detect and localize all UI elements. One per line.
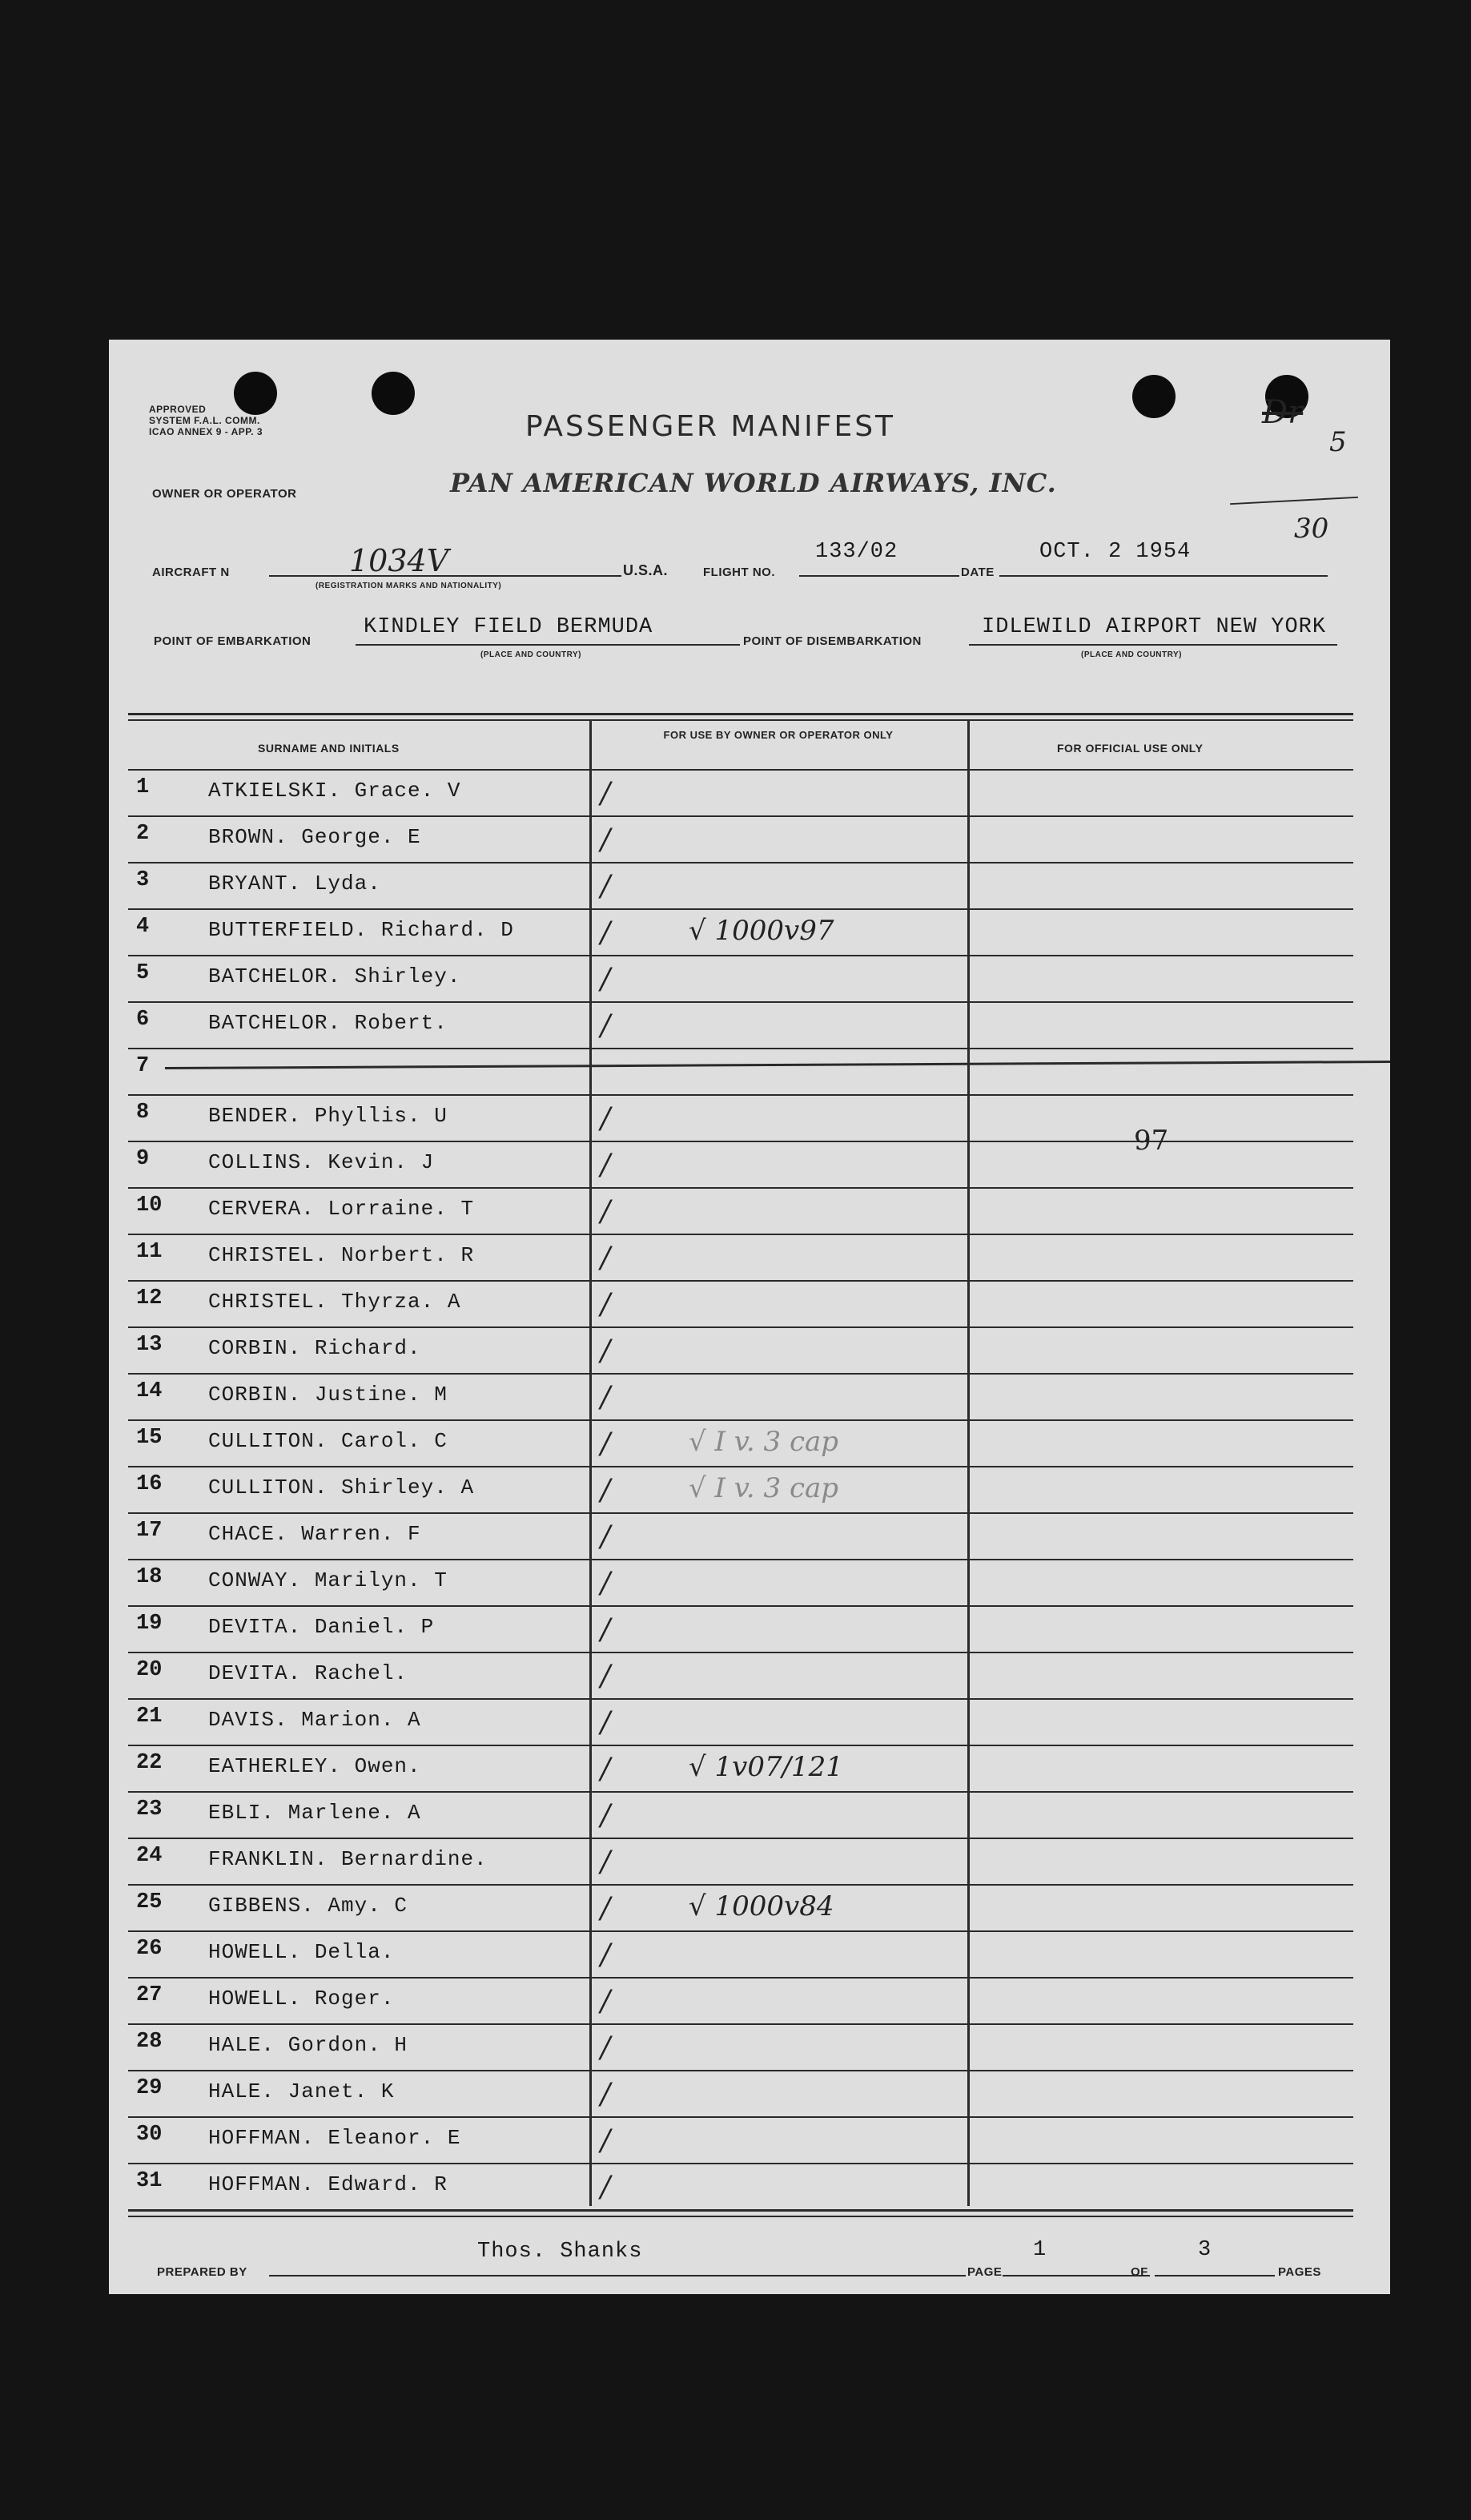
passenger-name: CONWAY. Marilyn. T: [208, 1568, 448, 1592]
date-underline: [999, 575, 1328, 577]
table-row: [128, 1282, 1353, 1328]
row-number: 26: [136, 1937, 163, 1961]
total-pages: 3: [1198, 2238, 1212, 2262]
row-number: 22: [136, 1751, 163, 1775]
table-row: [128, 1235, 1353, 1282]
pages-suffix: PAGES: [1278, 2265, 1321, 2279]
table-row: [128, 863, 1353, 910]
passenger-name: DEVITA. Daniel. P: [208, 1615, 435, 1639]
manifest-title: PASSENGER MANIFEST: [525, 410, 896, 443]
table-row: [128, 771, 1353, 817]
punch-hole: [372, 372, 415, 415]
table-row: [128, 1003, 1353, 1049]
passenger-name: DAVIS. Marion. A: [208, 1708, 421, 1732]
row-number: 4: [136, 915, 150, 939]
row-number: 19: [136, 1612, 163, 1636]
table-top-rule: [128, 719, 1353, 721]
table-row: [128, 1653, 1353, 1700]
table-row: [128, 1421, 1353, 1467]
table-row: [128, 1700, 1353, 1746]
table-top-rule: [128, 713, 1353, 715]
of-label: OF: [1131, 2265, 1148, 2279]
prepared-label: PREPARED BY: [157, 2265, 247, 2279]
passenger-name: CHACE. Warren. F: [208, 1522, 421, 1546]
check-mark: /: [601, 1520, 611, 1553]
approval-line: APPROVED: [149, 404, 207, 415]
check-mark: /: [601, 1753, 611, 1785]
row-number: 16: [136, 1472, 163, 1496]
check-mark: /: [601, 1938, 611, 1971]
table-row: [128, 1328, 1353, 1375]
flight-date: OCT. 2 1954: [1039, 540, 1192, 564]
flight-number: 133/02: [815, 540, 898, 564]
check-mark: /: [601, 823, 611, 856]
row-number: 27: [136, 1983, 163, 2007]
table-row: [128, 1142, 1353, 1189]
check-mark: /: [601, 1009, 611, 1042]
owner-note: √ I v. 3 cap: [689, 1472, 839, 1504]
table-row: [128, 1189, 1353, 1235]
embarkation-value: KINDLEY FIELD BERMUDA: [364, 615, 653, 639]
check-mark: /: [601, 1660, 611, 1693]
page-underline: [1003, 2275, 1150, 2276]
row-number: 24: [136, 1844, 163, 1868]
table-row: [128, 1886, 1353, 1932]
row-number: 11: [136, 1240, 163, 1264]
passenger-name: CERVERA. Lorraine. T: [208, 1197, 475, 1221]
check-mark: /: [601, 1242, 611, 1274]
table-row: [128, 1839, 1353, 1886]
official-note: 97: [1134, 1125, 1169, 1157]
flight-underline: [799, 575, 959, 577]
table-row: [128, 1746, 1353, 1793]
column-header-official: FOR OFFICIAL USE ONLY: [1057, 742, 1204, 755]
row-number: 15: [136, 1426, 163, 1450]
table-row: [128, 1979, 1353, 2025]
of-underline: [1155, 2275, 1275, 2276]
row-number: 23: [136, 1797, 163, 1822]
row-number: 20: [136, 1658, 163, 1682]
check-mark: /: [601, 1427, 611, 1460]
table-row: [128, 910, 1353, 956]
passenger-name: BENDER. Phyllis. U: [208, 1104, 448, 1128]
table-row: [128, 1375, 1353, 1421]
approval-stamp: [149, 404, 263, 437]
check-mark: /: [601, 2124, 611, 2157]
row-number: 5: [136, 961, 150, 985]
prepared-underline: [269, 2275, 966, 2276]
row-number: 18: [136, 1565, 163, 1589]
passenger-name: DEVITA. Rachel.: [208, 1661, 408, 1685]
check-mark: /: [601, 2171, 611, 2204]
column-header-surname: SURNAME AND INITIALS: [258, 742, 400, 755]
passenger-name: EATHERLEY. Owen.: [208, 1754, 421, 1778]
flight-label: FLIGHT NO.: [703, 566, 775, 579]
table-row: [128, 2071, 1353, 2118]
company-name: PAN AMERICAN WORLD AIRWAYS, INC.: [450, 468, 1057, 498]
check-mark: /: [601, 1102, 611, 1135]
table-row: [128, 1096, 1353, 1142]
aircraft-label: AIRCRAFT N: [152, 566, 230, 579]
page-number: 1: [1033, 2238, 1047, 2262]
passenger-name: COLLINS. Kevin. J: [208, 1150, 435, 1174]
place-caption: (PLACE AND COUNTRY): [1081, 650, 1182, 659]
table-row: [128, 1560, 1353, 1607]
row-number: 31: [136, 2169, 163, 2193]
passenger-name: HOFFMAN. Edward. R: [208, 2172, 448, 2196]
row-number: 7: [136, 1054, 150, 1078]
nationality: U.S.A.: [623, 562, 669, 578]
check-mark: /: [601, 870, 611, 903]
row-number: 30: [136, 2123, 163, 2147]
table-row: [128, 1467, 1353, 1514]
row-number: 8: [136, 1101, 150, 1125]
row-number: 13: [136, 1333, 163, 1357]
row-number: 2: [136, 822, 150, 846]
row-number: 28: [136, 2030, 163, 2054]
row-number: 1: [136, 775, 150, 799]
passenger-name: GIBBENS. Amy. C: [208, 1894, 408, 1918]
passenger-name: CHRISTEL. Thyrza. A: [208, 1290, 461, 1314]
owner-note: √ 1v07/121: [689, 1751, 843, 1783]
corner-underline: [1230, 497, 1358, 505]
passenger-name: HALE. Gordon. H: [208, 2033, 408, 2057]
passenger-name: HOWELL. Della.: [208, 1940, 395, 1964]
corner-mark: 5: [1329, 426, 1347, 458]
aircraft-number: 1034V: [349, 543, 449, 578]
check-mark: /: [601, 1892, 611, 1925]
column-header-owner: FOR USE BY OWNER OR OPERATOR ONLY: [663, 729, 894, 741]
table-row: [128, 2025, 1353, 2071]
passenger-name: EBLI. Marlene. A: [208, 1801, 421, 1825]
row-number: 3: [136, 868, 150, 892]
passenger-name: BUTTERFIELD. Richard. D: [208, 918, 514, 942]
check-mark: /: [601, 1288, 611, 1321]
check-mark: /: [601, 963, 611, 996]
row-number: 21: [136, 1705, 163, 1729]
table-row: [128, 2164, 1353, 2211]
passenger-name: BATCHELOR. Robert.: [208, 1011, 448, 1035]
passenger-name: HALE. Janet. K: [208, 2079, 395, 2103]
disembarkation-label: POINT OF DISEMBARKATION: [743, 634, 922, 648]
row-number: 9: [136, 1147, 150, 1171]
manifest-sheet: [109, 340, 1390, 2294]
disembarkation-value: IDLEWILD AIRPORT NEW YORK: [982, 615, 1327, 639]
check-mark: /: [601, 2031, 611, 2064]
passenger-name: BRYANT. Lyda.: [208, 872, 381, 896]
passenger-name: HOFFMAN. Eleanor. E: [208, 2126, 461, 2150]
table-row: [128, 956, 1353, 1003]
check-mark: /: [601, 1985, 611, 2018]
check-mark: /: [601, 1613, 611, 1646]
check-mark: /: [601, 1149, 611, 1182]
disembarkation-underline: [969, 644, 1337, 646]
passenger-name: BATCHELOR. Shirley.: [208, 964, 461, 988]
check-mark: /: [601, 1706, 611, 1739]
table-row: [128, 1793, 1353, 1839]
table-bottom-rule: [128, 2216, 1353, 2217]
passenger-name: CORBIN. Justine. M: [208, 1383, 448, 1407]
page-label: PAGE: [967, 2265, 1003, 2279]
passenger-name: HOWELL. Roger.: [208, 1987, 395, 2011]
approval-line: ICAO ANNEX 9 - APP. 3: [149, 426, 263, 437]
table-row: [128, 1514, 1353, 1560]
table-bottom-rule: [128, 2209, 1353, 2212]
check-mark: /: [601, 777, 611, 810]
passenger-name: ATKIELSKI. Grace. V: [208, 779, 461, 803]
embarkation-label: POINT OF EMBARKATION: [154, 634, 311, 648]
table-row: [128, 817, 1353, 863]
check-mark: /: [601, 916, 611, 949]
passenger-name: BROWN. George. E: [208, 825, 421, 849]
row-number: 6: [136, 1008, 150, 1032]
check-mark: /: [601, 1799, 611, 1832]
punch-hole: [1132, 375, 1176, 418]
table-row: [128, 1607, 1353, 1653]
passenger-name: CHRISTEL. Norbert. R: [208, 1243, 475, 1267]
passenger-name: FRANKLIN. Bernardine.: [208, 1847, 488, 1871]
passenger-name: CULLITON. Carol. C: [208, 1429, 448, 1453]
table-row: [128, 1049, 1353, 1096]
table-row: [128, 1932, 1353, 1979]
owner-note: √ 1000v97: [689, 915, 834, 947]
check-mark: /: [601, 1567, 611, 1600]
row-number: 29: [136, 2076, 163, 2100]
embarkation-underline: [356, 644, 740, 646]
corner-mark: 30: [1294, 513, 1329, 545]
check-mark: /: [601, 1846, 611, 1878]
owner-note: √ 1000v84: [689, 1890, 834, 1922]
corner-mark: Dr: [1262, 394, 1304, 431]
check-mark: /: [601, 1334, 611, 1367]
prepared-by: Thos. Shanks: [477, 2240, 643, 2264]
row-number: 12: [136, 1286, 163, 1310]
row-number: 14: [136, 1379, 163, 1403]
check-mark: /: [601, 2078, 611, 2111]
row-number: 17: [136, 1519, 163, 1543]
passenger-name: CORBIN. Richard.: [208, 1336, 421, 1360]
owner-note: √ I v. 3 cap: [689, 1426, 839, 1458]
check-mark: /: [601, 1474, 611, 1507]
passenger-name: CULLITON. Shirley. A: [208, 1475, 475, 1500]
row-number: 10: [136, 1194, 163, 1218]
check-mark: /: [601, 1381, 611, 1414]
table-row: [128, 2118, 1353, 2164]
row-number: 25: [136, 1890, 163, 1914]
place-caption: (PLACE AND COUNTRY): [480, 650, 581, 659]
approval-line: SYSTEM F.A.L. COMM.: [149, 415, 260, 426]
registration-caption: (REGISTRATION MARKS AND NATIONALITY): [316, 582, 502, 590]
date-label: DATE: [961, 566, 995, 579]
check-mark: /: [601, 1195, 611, 1228]
owner-label: OWNER OR OPERATOR: [152, 487, 297, 501]
